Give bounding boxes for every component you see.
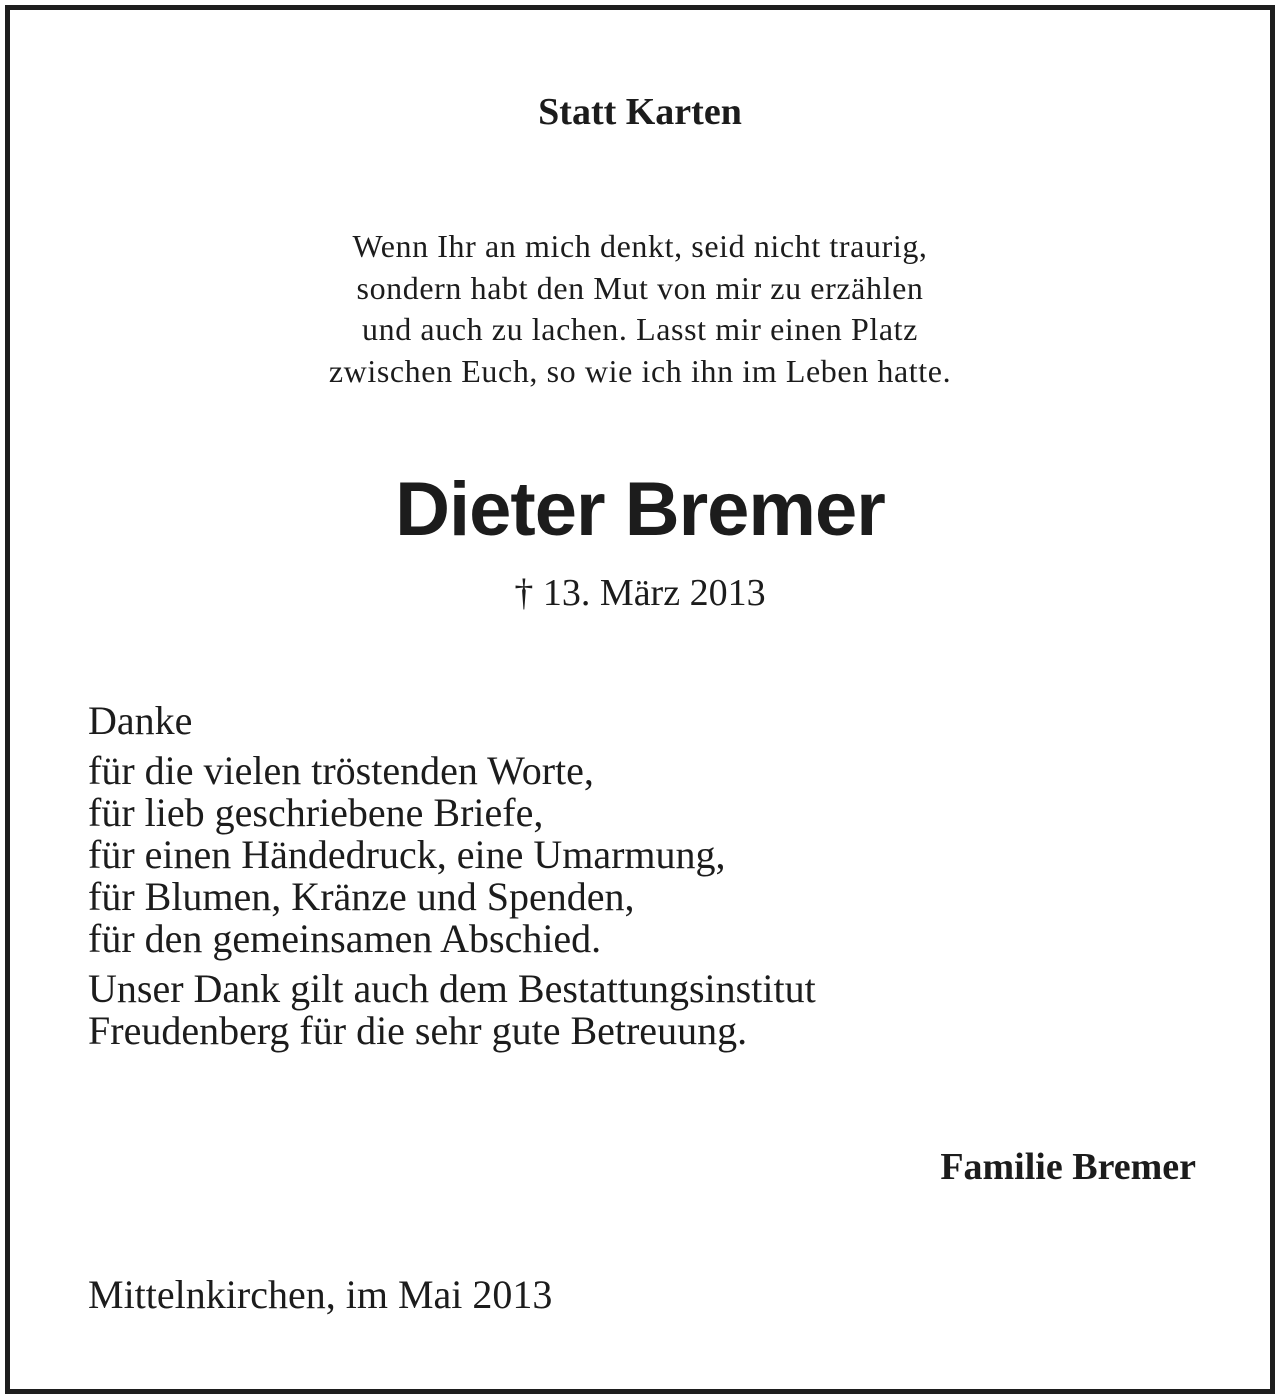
closing-line: Unser Dank gilt auch dem Bestattungsinstitut: [88, 966, 816, 1011]
death-date: † 13. März 2013: [514, 572, 766, 614]
thanks-line: für den gemeinsamen Abschied.: [88, 916, 602, 961]
thanks-line: für Blumen, Kränze und Spenden,: [88, 874, 635, 919]
poem-line: zwischen Euch, so wie ich ihn im Leben hatte.: [328, 352, 952, 389]
closing-line: Freudenberg für die sehr gute Betreuung.: [88, 1008, 748, 1053]
thanks-title: Danke: [88, 698, 193, 743]
deceased-name: Dieter Bremer: [395, 467, 885, 552]
poem-line: und auch zu lachen. Lasst mir einen Platz: [362, 311, 918, 347]
poem: [10, 226, 1270, 392]
notice-frame: [5, 5, 1275, 1394]
heading: Statt Karten: [538, 91, 742, 133]
thanks-line: für einen Händedruck, eine Umarmung,: [88, 832, 726, 877]
thanks-section: [88, 698, 816, 1052]
place-date: Mittelnkirchen, im Mai 2013: [88, 1272, 553, 1317]
thanks-line: für lieb geschriebene Briefe,: [88, 790, 544, 835]
closing-text: [88, 968, 816, 1052]
thanks-line: für die vielen tröstenden Worte,: [88, 748, 594, 793]
thanks-list: [88, 750, 816, 960]
poem-line: Wenn Ihr an mich denkt, seid nicht traurig,: [352, 228, 928, 264]
poem-line: sondern habt den Mut von mir zu erzählen: [356, 269, 924, 306]
signature: Familie Bremer: [940, 1146, 1196, 1188]
